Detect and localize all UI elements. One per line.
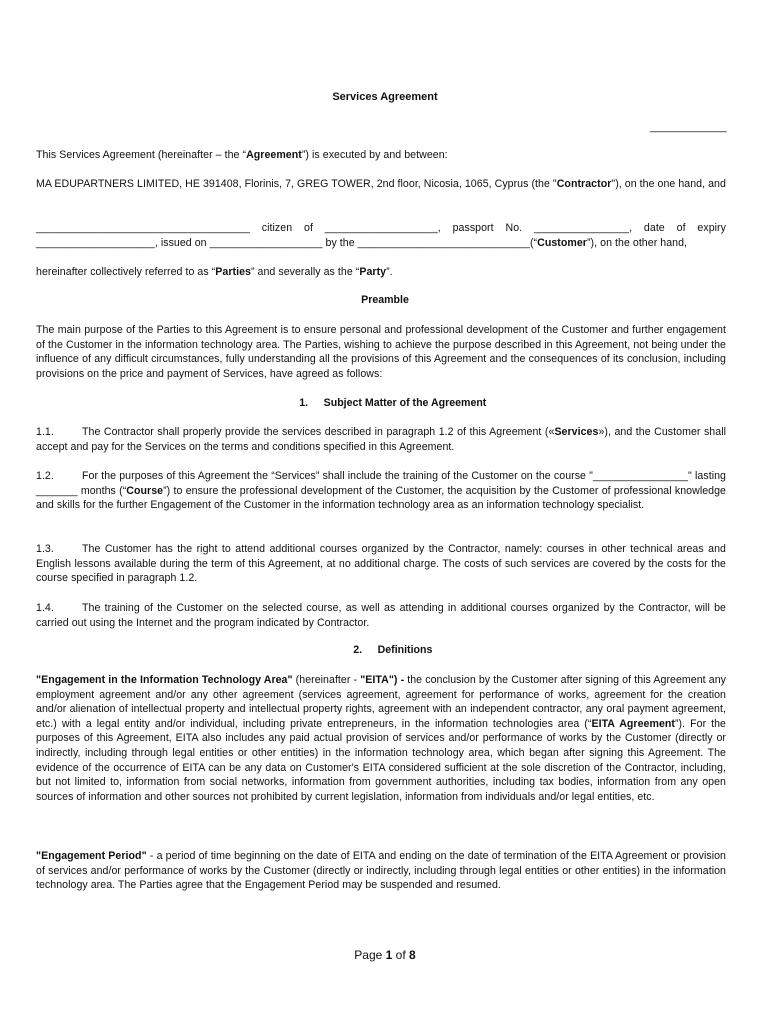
document-title: Services Agreement [332, 91, 438, 103]
eita-abbrev: "EITA") - [360, 674, 405, 686]
parties-term: Parties [215, 266, 251, 278]
section-2-number: 2. [353, 644, 363, 656]
intro-text-end: ”) is executed by and between: [301, 149, 448, 161]
customer-text: ____________________________________ citizen of ___________________, passport No. ________________, date of expiry ____________________, issued on ___________________ by the _____________________________(“ [36, 222, 726, 249]
course-term: Course [126, 484, 164, 497]
agreement-term: Agreement [246, 149, 302, 161]
party-term: Party [359, 266, 387, 278]
clause-number: 1.1. [36, 426, 54, 438]
customer-text-end: ”), on the other hand, [586, 236, 688, 249]
preamble-paragraph: The main purpose of the Parties to this Agreement is to ensure personal and professional development of the Customer and further engagement of the Customer in the information technology area. The Parties, wishing to achieve the purpose described in this Agreement, not being under the influence of any difficult circumstances, fully understanding all the provisions of this Agreement and the consequences of its conclusion, including provisions on the price and payment of Services, have agreed as follows: [36, 324, 726, 380]
contractor-paragraph [36, 177, 726, 192]
preamble-heading: Preamble [361, 294, 409, 306]
engagement-period-term: "Engagement Period" [36, 850, 147, 862]
page-label: Page [354, 948, 386, 962]
intro-paragraph [36, 148, 726, 163]
parties-text: hereinafter collectively referred to as “ [36, 266, 216, 278]
clause-number: 1.3. [36, 543, 54, 555]
definition-text: (hereinafter - [292, 674, 361, 686]
clause-text: The training of the Customer on the selected course, as well as attending in additional courses organized by the Contractor, will be carried out using the Internet and the program indicated by Contractor. [36, 602, 726, 629]
parties-text-end: ”. [386, 266, 393, 278]
parties-text-mid: ” and severally as the “ [250, 266, 360, 278]
definition-text: - a period of time beginning on the date of EITA and ending on the date of termination of the EITA Agreement or provision of services and/or performance of works by the Customer (directly or indirectly, including through legal entities or other entities) in the information technology area. The Parties agree that the Engagement Period may be suspended and resumed. [36, 850, 726, 892]
intro-text: This Services Agreement (hereinafter – the “ [36, 149, 247, 161]
services-term: Services [554, 426, 599, 438]
eita-term: "Engagement in the Information Technology Area" [36, 674, 293, 686]
page-footer [0, 948, 770, 962]
customer-term: Customer [537, 236, 587, 249]
section-1-heading [0, 397, 770, 409]
clause-text: The Customer has the right to attend additional courses organized by the Contractor, namely: courses in other technical areas and English lessons available during the term of this Agreement, at no additional charge. The costs of such services are covered by the costs for the course specified in paragraph 1.2. [36, 543, 726, 585]
section-2-title: Definitions [377, 644, 433, 656]
engagement-period-definition [36, 849, 726, 893]
date-blank-line: _____________ [650, 121, 727, 133]
clause-number: 1.2. [36, 470, 54, 482]
clause-text: The Contractor shall properly provide the services described in paragraph 1.2 of this Agreement (« [82, 426, 555, 438]
contractor-text-end: "), on the one hand, and [611, 178, 726, 190]
section-2-heading [0, 644, 770, 656]
parties-paragraph [36, 265, 726, 280]
clause-1-2 [36, 469, 726, 513]
clause-text-end: ”) to ensure the professional development of the Customer, the acquisition by the Customer of professional knowledge and skills for the further Engagement of the Customer in the information technology area as an information technology specialist. [36, 484, 726, 512]
total-pages-number: 8 [409, 948, 416, 962]
eita-agreement-term: EITA Agreement [591, 717, 675, 730]
contractor-text: MA EDUPARTNERS LIMITED, HE 391408, Florinis, 7, GREG TOWER, 2nd floor, Nicosia, 1065, Cyprus (the " [36, 178, 557, 190]
of-label: of [392, 948, 410, 962]
clause-1-3 [36, 542, 726, 586]
definition-text-end: ”). For the purposes of this Agreement, EITA also includes any paid actual provision of services and/or performance of works by the Customer (directly or indirectly, including through legal entities or other entities) in the information technology area, which began after signing this Agreement. The evidence of the occurrence of EITA can be any data on Customer's EITA considered sufficient at the sole discretion of the Contractor, including, but not limited to, information from social networks, information from government authorities, including tax bodies, information from any open sources of information and other sources not prohibited by current legislation, information from individuals and/or legal entities, etc. [36, 717, 726, 803]
clause-text: For the purposes of this Agreement the “Services” shall include the training of the Customer on the course "________________" lasting _______ months (“ [36, 470, 726, 497]
section-1-number: 1. [299, 397, 309, 409]
eita-definition [36, 673, 726, 804]
clause-number: 1.4. [36, 602, 54, 614]
clause-text-end: »), and the Customer shall accept and pay for the Services on the terms and conditions specified in this Agreement. [36, 426, 726, 453]
contractor-term: Contractor [556, 178, 612, 190]
clause-1-1 [36, 425, 726, 454]
current-page-number: 1 [385, 948, 393, 962]
definition-text: the conclusion by the Customer after signing of this Agreement any employment agreement and/or any other agreement (services agreement, agreement for performance of works, agreement for the creation and/or alienation of intellectual property and intellectual property rights, agreement with an independent contractor, any oral payment agreement, etc.) with a legal entity and/or individual, including private entrepreneurs, in the information technologies area (“ [36, 674, 726, 730]
section-1-title: Subject Matter of the Agreement [323, 397, 487, 409]
clause-1-4 [36, 601, 726, 630]
customer-paragraph [36, 221, 726, 250]
